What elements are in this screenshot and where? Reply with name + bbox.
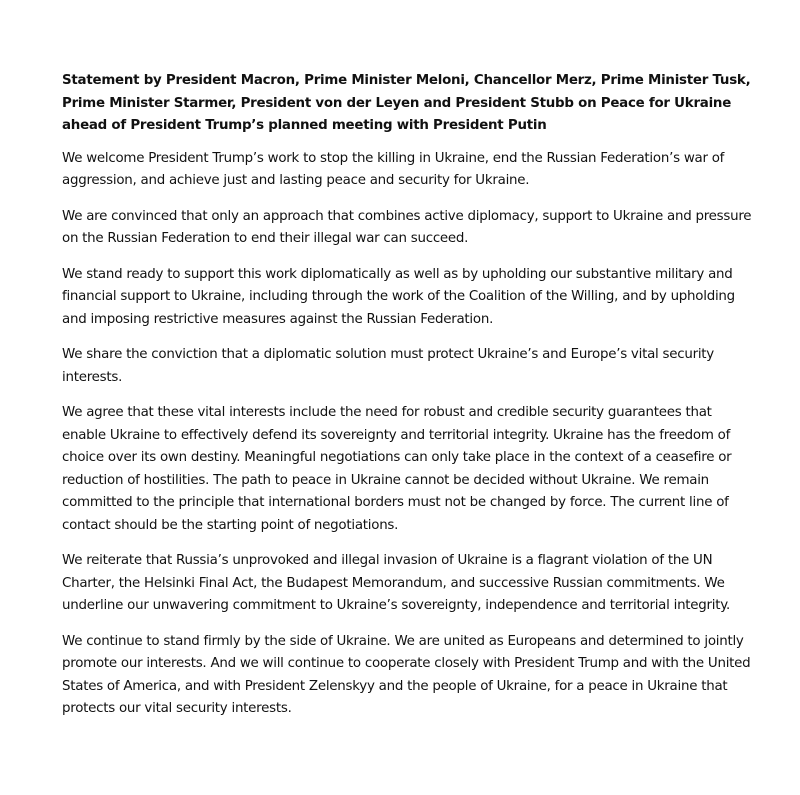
paragraph-welcome: We welcome President Trump’s work to stop the killing in Ukraine, end the Russian Federation’s war of aggression, and achieve just and lasting peace and security for Ukraine. [62,150,725,188]
paragraph-support: We stand ready to support this work diplomatically as well as by upholding our substantive military and financial support to Ukraine, including through the work of the Coalition of the Willing, and by upholding and imposing restrictive measures against the Russian Federation. [62,266,735,327]
statement-document [62,70,752,734]
paragraph-continue: We continue to stand firmly by the side of Ukraine. We are united as Europeans and determined to jointly promote our interests. And we will continue to cooperate closely with President Trump and with the United States of America, and with President Zelenskyy and the people of Ukraine, for a peace in Ukraine that protects our vital security interests. [62,633,751,716]
paragraph-reiterate: We reiterate that Russia’s unprovoked and illegal invasion of Ukraine is a flagrant violation of the UN Charter, the Helsinki Final Act, the Budapest Memorandum, and successive Russian commitments. We underline our unwavering commitment to Ukraine’s sovereignty, independence and territorial integrity. [62,553,731,613]
paragraph-conviction: We share the conviction that a diplomatic solution must protect Ukraine’s and Europe’s vital security interests. [62,347,714,385]
paragraph-approach: We are convinced that only an approach that combines active diplomacy, support to Ukraine and pressure on the Russian Federation to end their illegal war can succeed. [62,208,752,246]
statement-title: Statement by President Macron, Prime Minister Meloni, Chancellor Merz, Prime Minister Tusk, Prime Minister Starmer, President von der Leyen and President Stubb on Peace for Ukraine ahead of President Trump’s planned meeting with President Putin [62,73,751,133]
paragraph-vital-interests: We agree that these vital interests include the need for robust and credible security guarantees that enable Ukraine to effectively defend its sovereignty and territorial integrity. Ukraine has the freedom of choice over its own destiny. Meaningful negotiations can only take place in the context of a ceasefire or reduction of hostilities. The path to peace in Ukraine cannot be decided without Ukraine. We remain committed to the principle that international borders must not be changed by force. The current line of contact should be the starting point of negotiations. [62,405,732,533]
